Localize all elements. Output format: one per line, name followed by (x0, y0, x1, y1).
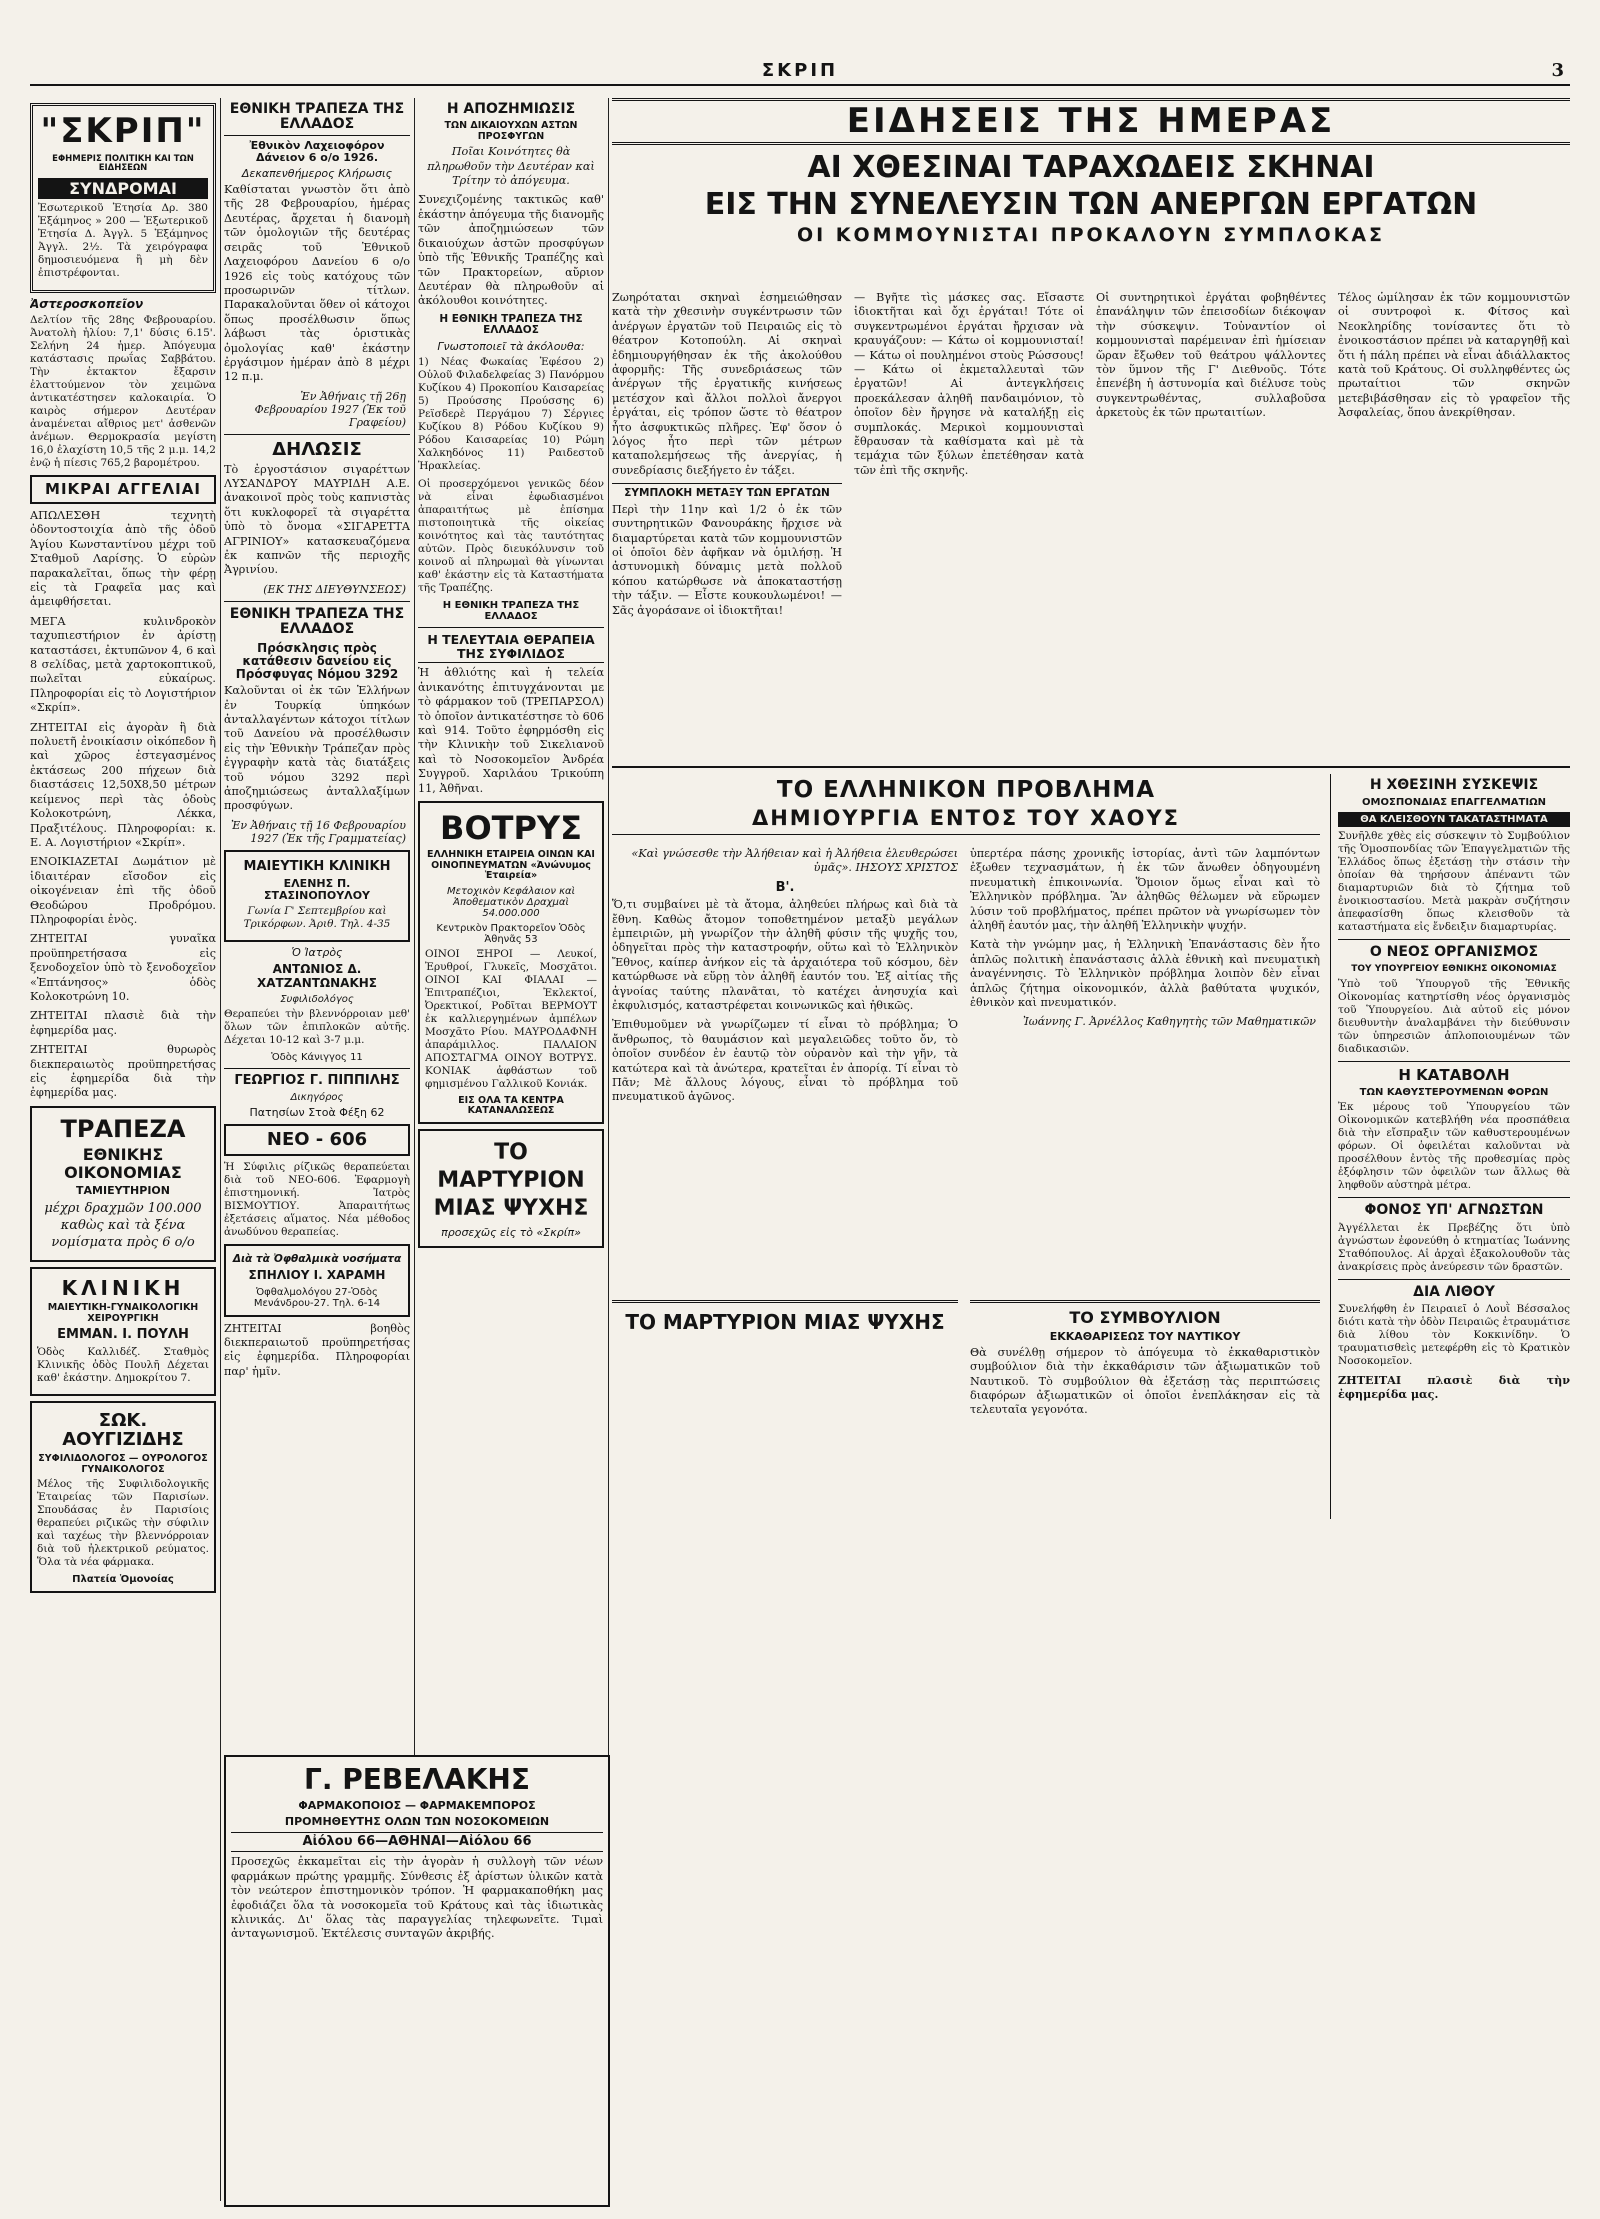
newspaper-logo: "ΣΚΡΙΠ" (40, 111, 206, 151)
loan-signature: Ἐν Ἀθήναις τῇ 26ῃ Φεβρουαρίου 1927 (Ἐκ τοῦ Γραφείου) (254, 389, 406, 429)
classified-ad: ΑΠΩΛΕΣΘΗ τεχνητὴ ὀδοντοστοιχία ἀπὸ τῆς ὁδοῦ Ἁγίου Κωνσταντίνου μέχρι τοῦ Σταθμοῦ Λαρίσης. Ὁ εὑρὼν παρακαλεῖται, ὅπως τὴν φέρῃ εἰς τὰ Γραφεῖα μας καὶ ἀμειφθήσεται. (30, 508, 216, 609)
essay-col-1 (612, 844, 958, 1289)
subscriptions-heading: ΣΥΝΔΡΟΜΑΙ (38, 178, 208, 200)
meeting-subheadline: ΟΜΟΣΠΟΝΔΙΑΣ ΕΠΑΓΓΕΛΜΑΤΙΩΝ (1362, 797, 1546, 809)
serial-promo-bottom (612, 1294, 958, 1409)
meeting-subheadline-2: ΘΑ ΚΛΕΙΣΘΟΥΝ ΤΑΚΑΤΑΣΤΗΜΑΤΑ (1338, 812, 1570, 827)
declaration-text: Τὸ ἐργοστάσιον σιγαρέττων ΛΥΣΑΝΔΡΟΥ ΜΑΥΡΙΔΗ Α.Ε. ἀνακοινοῖ πρὸς τοὺς καπνιστὰς ὅτι κυκλοφορεῖ τὰ σιγαρέττα ὑπὸ τὸ ὄνομα «ΣΙΓΑΡΕΤΤΑ ΑΓΡΙΝΙΟΥ» κατασκευαζόμενα ἐκ καπνῶν τῆς περιοχῆς Ἀγρινίου. (224, 462, 410, 577)
news-section-heading: ΕΙΔΗΣΕΙΣ ΤΗΣ ΗΜΕΡΑΣ (846, 101, 1336, 141)
loan-text: Καθίσταται γνωστὸν ὅτι ἀπὸ τῆς 28 Φεβρουαρίου, ἡμέρας Δευτέρας, ἄρχεται ἡ διανομὴ τῶν ὁμολογιῶν τῆς δευτέρας σειρᾶς τοῦ Ἐθνικοῦ Λαχειοφόρου Δανείου 6 ο/ο 1926 εἰς τοὺς κατόχους τῶν προσωρινῶν τίτλων. Παρακαλοῦνται ὅθεν οἱ κάτοχοι ὅπως προσέλθωσιν ὅπως λάβωσι τὰς ὁριστικὰς ὁμολογίας καθ' ἑκάστην ἐργάσιμον ἡμέραν ἀπὸ 8 μέχρι 12 π.μ. (224, 183, 410, 384)
classified-ad: ΖΗΤΕΙΤΑΙ εἰς ἀγορὰν ἢ διὰ πολυετῆ ἐνοικίασιν οἰκόπεδον ἢ καὶ χῶρος ἐστεγασμένος ἐκτάσεως 200 πήχεων διὰ διαστάσεις 12,50Χ8,50 μέτρων κείμενος περὶ τὰς ὁδοὺς Κολοκοτρώνη, Λέκκα, Πραξιτέλους. Πληροφορίαι: κ. Ε. Α. Λογιστήριον «Σκρίπ». (30, 720, 216, 849)
payment-plan-signature: Η ΕΘΝΙΚΗ ΤΡΑΠΕΖΑ ΤΗΣ ΕΛΛΑΔΟΣ (442, 599, 580, 622)
essay-text: Ἐπιθυμοῦμεν νὰ γνωρίζωμεν τί εἶναι τὸ πρόβλημα; Ὁ ἄνθρωπος, τὸ θαυμάσιον καὶ μεγαλειῶδες τοῦτο ὄν, τὸ ὁποῖον συνδέον ἐν ἑαυτῷ τὸν οὐρανὸν καὶ τὴν γῆν, τὰ κατώτερα καὶ τὰ ἀνώτερα, κρατεῖται ἐν ἀπορίᾳ. Τί εἶναι τὸ Πᾶν; Μὲ ἄλλους λόγους, εἶναι τὸ πρόβλημα τοῦ πνευματικοῦ ἀγῶνος. (612, 1018, 958, 1104)
payment-plan-text: Οἱ προσερχόμενοι γενικῶς δέον νὰ εἶναι ἐφωδιασμένοι ἀπαραιτήτως μὲ ἐπίσημα πιστοποιητικὰ τῆς οἰκείας κοινότητος καὶ τὰς ταυτότητας αὐτῶν. Πρὸς διευκόλυνσιν τοῦ κοινοῦ αἱ πληρωμαὶ θὰ γίνωνται καθ' ἑκάστην εἰς τὰ Καταστήματα τῆς Τραπέζης. (418, 477, 604, 594)
observatory-heading: Ἀστεροσκοπεῖον (30, 297, 144, 312)
loan-title: Ἐθνικὸν Λαχειοφόρον Δάνειον 6 ο/ο 1926. (249, 138, 385, 164)
masthead (30, 60, 1570, 86)
doctor-text: Θεραπεύει τὴν βλεννόρροιαν μεθ' ὅλων τῶν ἐπιπλοκῶν αὐτῆς. Δέχεται 10-12 καὶ 3-7 μ.μ. (224, 1007, 410, 1046)
maternity-clinic-address: Γωνία Γ' Σεπτεμβρίου καὶ Τρικόρφων. Ἀριθ. Τηλ. 4-35 (243, 905, 391, 931)
lead-story-text: Ζωηρόταται σκηναὶ ἐσημειώθησαν κατὰ τὴν χθεσινὴν συγκέντρωσιν τῶν ἀνέργων ἐργατῶν τοῦ Πειραιῶς εἰς τὸ θέατρον Κοτοπούλη. Αἱ σκηναὶ ἐδημιουργήθησαν ἐκ τῆς ἀκολούθου ἀφορμῆς: Τῆς συνεδριάσεως τῶν ἀνέργων τῆς ἐργατικῆς κινήσεως μετέσχον καὶ ἄλλοι πολλοὶ ἄνεργοι ἐργάται, εἰς τρόπον ὥστε τὸ θέατρον ἦτο ἀσφυκτικῶς πλῆρες. Ἐφ' ὅσον ὁ λόγος ἦτο περὶ τῶν μέτρων καταπολεμήσεως τῆς ἀνεργίας, ἡ συνεδρίασις διεξήγετο ἐν τάξει. (612, 291, 842, 477)
essay-text: ὑπερτέρα πάσης χρονικῆς ἱστορίας, ἀντὶ τῶν λαμπόντων ἐξωθεν τεχνασμάτων, ἡ ἐκ τῶν ἄνωθεν ὁδηγουμένη πνευματικὴ ἐπικοινωνία. Ὅμοιον ὅμως εἶναι καὶ τὸ Ἑλληνικὸν πρόβλημα. Ἂν ἀληθῶς θέλωμεν νὰ εὕρωμεν λύσιν τοῦ προβλήματος, πρέπει πρῶτον νὰ γνωρίσωμεν τὸν ἀληθῆ ἑαυτόν μας, τὴν ἀληθῆ Ἑλληνικὴν ψυχήν. (970, 847, 1320, 933)
organization-headline: Ο ΝΕΟΣ ΟΡΓΑΝΙΣΜΟΣ (1369, 944, 1539, 961)
lead-headline-2: ΕΙΣ ΤΗΝ ΣΥΝΕΛΕΥΣΙΝ ΤΩΝ ΑΝΕΡΓΩΝ ΕΡΓΑΤΩΝ (704, 187, 1478, 223)
newspaper-subtitle: ΕΦΗΜΕΡΙΣ ΠΟΛΙΤΙΚΗ ΚΑΙ ΤΩΝ ΕΙΔΗΣΕΩΝ (52, 154, 194, 174)
bank-notice-heading: ΕΘΝΙΚΗ ΤΡΑΠΕΖΑ ΤΗΣ ΕΛΛΑΔΟΣ (229, 605, 405, 638)
botrys-logo: ΒΟΤΡΥΣ (440, 809, 582, 848)
doctor-address: Ὁδὸς Κάνιγγος 11 (271, 1051, 363, 1063)
lead-story-text: Τέλος ὡμίλησαν ἐκ τῶν κομμουνιστῶν οἱ συντροφοὶ κ. Φίτσος καὶ Νεοκληρίδης τονίσαντες ὅτι τὸ ἐνοικοστάσιον πρέπει νὰ καταργηθῇ καὶ ὅτι ἡ πάλη πρέπει νὰ εἶναι ἀδιάλλακτος κατὰ τοῦ Κράτους. Οἱ συλληφθέντες ὡς πρωταίτιοι τῶν σκηνῶν μετεβιβάσθησαν εἰς τὸ γραφεῖον τῆς Ἀσφαλείας, ὅπου ἀνεκρίθησαν. (1338, 291, 1570, 420)
clinic-ad (30, 1267, 216, 1395)
lead-subheadline: ΟΙ ΚΟΜΜΟΥΝΙΣΤΑΙ ΠΡΟΚΑΛΟΥΝ ΣΥΜΠΛΟΚΑΣ (796, 224, 1386, 247)
bank-ad-subtitle: ΤΑΜΙΕΥΤΗΡΙΟΝ (76, 1184, 170, 1198)
news-section (612, 98, 1570, 2201)
lead-story-col-4 (1338, 288, 1570, 758)
lead-story-text: Οἱ συντηρητικοὶ ἐργάται φοβηθέντες ἐπανάληψιν τῶν ἐπεισοδίων διέκοψαν τὴν σύσκεψιν. Τοὐναντίον οἱ κομμουνισταὶ παρέμειναν ἐπὶ ἡμίσειαν ὥραν ἔξωθεν τοῦ θεάτρου ψάλλοντες τὸν ὕμνον τῆς Γ' Διεθνοῦς. Τότε ἐπενέβη ἡ ἀστυνομία καὶ διέλυσε τοὺς συγκεντρωθέντας, συλλαβοῦσα ἀρκετοὺς ἐκ τῶν πρωταιτίων. (1096, 291, 1326, 420)
stone-text: Συνελήφθη ἐν Πειραιεῖ ὁ Λουῒ Βέσσαλος διότι κατὰ τὴν ὁδὸν Πειραιῶς ἐτραυμάτισε διὰ λίθου τὸν Κοκκινίδην. Ὁ τραυματισθεὶς μετεφέρθη εἰς τὸ Κρατικὸν Νοσοκομεῖον. (1338, 1302, 1570, 1367)
bank-notice-heading: ΕΘΝΙΚΗ ΤΡΑΠΕΖΑ ΤΗΣ ΕΛΛΑΔΟΣ (224, 102, 410, 136)
page-number: 3 (1551, 60, 1564, 81)
botrys-subtitle: ΕΛΛΗΝΙΚΗ ΕΤΑΙΡΕΙΑ ΟΙΝΩΝ ΚΑΙ ΟΙΝΟΠΝΕΥΜΑΤΩΝ «Ἀνώνυμος Ἑταιρεία» (427, 849, 595, 882)
doctor-name: ΑΝΤΩΝΙΟΣ Δ. ΧΑΤΖΑΝΤΩΝΑΚΗΣ (256, 962, 377, 990)
classified-ad: ΖΗΤΕΙΤΑΙ θυρωρὸς διεκπεραιωτὸς προϋπηρετήσας εἰς ἐφημερίδα διὰ τὴν ἐφημερίδα μας. (30, 1043, 216, 1100)
declaration-signature: (ΕΚ ΤΗΣ ΔΙΕΥΘΥΝΣΕΩΣ) (263, 582, 406, 596)
classified-ad: ΖΗΤΕΙΤΑΙ πλασιὲ διὰ τὴν ἐφημερίδα μας. (1338, 1372, 1570, 1402)
clinic-ad-text: Ὁδὸς Καλλιδέζ. Σταθμὸς Κλινικῆς ὁδὸς Πουλῆ Δέχεται καθ' ἑκάστην. Δημοκρίτου 7. (37, 1345, 209, 1384)
serial-promo-title: ΤΟ ΜΑΡΤΥΡΙΟΝ ΜΙΑΣ ΨΥΧΗΣ (433, 1140, 589, 1222)
essay-subheadline: ΔΗΜΙΟΥΡΓΙΑ ΕΝΤΟΣ ΤΟΥ ΧΑΟΥΣ (612, 807, 1320, 835)
essay-epigraph: «Καὶ γνώσεσθε τὴν Ἀλήθειαν καὶ ἡ Ἀλήθεια ἐλευθερώσει ὑμᾶς». ΙΗΣΟΥΣ ΧΡΙΣΤΟΣ (631, 847, 958, 875)
column-divider (220, 98, 221, 2201)
invitation-title: Πρόσκλησις πρὸς κατάθεσιν δανείου εἰς Πρόσφυγας Νόμου 3292 (235, 640, 399, 681)
compensation-heading: Η ΑΠΟΖΗΜΙΩΣΙΣ (446, 101, 576, 117)
loan-subtitle: Δεκαπενθήμερος Κλήρωσις (241, 166, 393, 180)
pharmacy-ad (224, 1755, 610, 2207)
classified-ad: ΖΗΤΕΙΤΑΙ πλασιὲ διὰ τὴν ἐφημερίδα μας. (30, 1009, 216, 1037)
stone-headline: ΔΙΑ ΛΙΘΟΥ (1413, 1283, 1495, 1300)
essay-part-label: Β'. (775, 879, 795, 895)
lead-story-col-3 (1096, 288, 1326, 758)
clinic-ad-title: ΚΛΙΝΙΚΗ (61, 1276, 185, 1301)
lead-story-text: — Βγῆτε τὶς μάσκες σας. Εἴσαστε ἰδιοκτῆται καὶ ὄχι ἐργάται! Τότε οἱ συγκεντρωμένοι ἐργάται ἤρχισαν νὰ κραυγάζουν: — Κάτω οἱ κομμουνισταί! — Κάτω οἱ πουλημένοι στοὺς Ρώσσους! — Κάτω οἱ ἐκμεταλλευταὶ τῶν ἐργατῶν! Αἱ ἀντεγκλήσεις προεκάλεσαν ἀληθῆ πανδαιμόνιον, τὸ ὁποῖον δὲν ἤργησε νὰ καταλήξῃ εἰς συμπλοκάς. Μερικοὶ κομμουνισταὶ ἔθραυσαν τὰ καθίσματα καὶ μὲ τὰ τεμάχια τῶν ξύλων ἐπετέθησαν κατὰ τῶν ἐπὶ τῆς σκηνῆς. (854, 291, 1084, 477)
bank-ad-title: ΤΡΑΠΕΖΑ (60, 1114, 186, 1143)
botrys-address: Κεντρικὸν Πρακτορεῖον Ὁδὸς Ἀθηνᾶς 53 (436, 922, 586, 945)
meeting-text: Συνῆλθε χθὲς εἰς σύσκεψιν τὸ Συμβούλιον τῆς Ὁμοσπονδίας τῶν Ἐπαγγελματιῶν τῆς Ἑλλάδος ὅπως ἐξετάσῃ τὴν στάσιν τὴν ὁποίαν θὰ τηρήσουν ἀπέναντι τῶν διαμαρτυριῶν διὰ τὸ ζήτημα τοῦ ἐνοικιοστασίου. Μετὰ μακρὰν συζήτησιν ἀπεφασίσθη ὅπως κλεισθοῦν τὰ καταστήματα εἰς ἔνδειξιν διαμαρτυρίας. (1338, 830, 1570, 934)
bank-ad-text: μέχρι δραχμῶν 100.000 καθὼς καὶ τὰ ξένα νομίσματα πρὸς 6 ο/ο (44, 1201, 202, 1251)
pharmacy-ad-subtitle-2: ΠΡΟΜΗΘΕΥΤΗΣ ΟΛΩΝ ΤΩΝ ΝΟΣΟΚΟΜΕΙΩΝ (284, 1814, 550, 1828)
pharmacy-ad-subtitle: ΦΑΡΜΑΚΟΠΟΙΟΣ — ΦΑΡΜΑΚΕΜΠΟΡΟΣ (298, 1798, 536, 1812)
serial-promo-subtitle: προσεχῶς εἰς τὸ «Σκρίπ» (441, 1226, 581, 1240)
lawyer-title: Δικηγόρος (290, 1092, 344, 1104)
community-list: 1) Νέας Φωκαίας Ἐφέσου 2) Οὐλοῦ Φιλαδελφείας 3) Πανόρμου Κυζίκου 4) Προκοπίου Καισαρείας 5) Προύσσης Προύσσης 6) Ρεϊσδερὲ Περγάμου 7) Σέργιες Κυζίκου 8) Ρόδου Κυζίκου 9) Ρόδου Καισαρείας 10) Ρώμη Χαλκηδόνος 11) Ραιδεστοῦ Ἡρακλείας. (418, 355, 604, 472)
masthead-title: ΣΚΡΙΠ (761, 60, 839, 81)
lawyer-address: Πατησίων Στοὰ Φέξη 62 (249, 1106, 385, 1120)
compensation-subheading: ΤΩΝ ΔΙΚΑΙΟΥΧΩΝ ΑΣΤΩΝ ΠΡΟΣΦΥΓΩΝ (444, 120, 578, 142)
subscriptions-text: Ἐσωτερικοῦ Ἐτησία Δρ. 380 Ἑξάμηνος » 200 — Ἐξωτερικοῦ Ἐτησία Δ. Ἀγγλ. 5 Ἑξάμηνος Ἀγγλ. 2½. Τὰ χειρόγραφα δημοσιευόμενα ἢ μὴ δὲν ἐπιστρέφονται. (38, 202, 208, 280)
serial-promo-bottom-title: ΤΟ ΜΑΡΤΥΡΙΟΝ ΜΙΑΣ ΨΥΧΗΣ (625, 1310, 945, 1334)
organization-subheadline: ΤΟΥ ΥΠΟΥΡΓΕΙΟΥ ΕΘΝΙΚΗΣ ΟΙΚΟΝΟΜΙΑΣ (1351, 963, 1557, 974)
syphilis-therapy-text: Ἡ ἀθλιότης καὶ ἡ τελεία ἀνικανότης ἐπιτυγχάνονται με τὸ φάρμακον τοῦ (ΤΡΕΠΑΡΣΟΛ) τὸ ὁποῖον ἀντικατέστησε τὸ 606 καὶ 914. Τοῦτο ἐφηρμόσθη εἰς τὴν Κλινικὴν τοῦ Σικελιανοῦ καὶ τὸ Νοσοκομεῖον Ἀνδρέα Συγγροῦ. Χαριλάου Τρικούπη 11, Ἀθῆναι. (418, 666, 604, 795)
organization-text: Ὑπὸ τοῦ Ὑπουργοῦ τῆς Ἐθνικῆς Οἰκονομίας κατηρτίσθη νέος ὀργανισμὸς τοῦ Ὑπουργείου. Διὰ αὐτοῦ εἰς μόνον διευθυντὴν ἀναλαμβάνει τὴν διεύθυνσιν τῶν ὑπηρεσιῶν ἀπλοποιουμένων τῶν διαδικασιῶν. (1338, 977, 1570, 1055)
bank-sub-heading-2: Γνωστοποιεῖ τὰ ἀκόλουθα: (437, 339, 585, 353)
invitation-signature: Ἐν Ἀθήναις τῇ 16 Φεβρουαρίου 1927 (Ἐκ τῆς Γραμματείας) (230, 818, 406, 845)
doctor-ad-subtitle: ΣΥΦΙΛΙΔΟΛΟΓΟΣ — ΟΥΡΟΛΟΓΟΣ ΓΥΝΑΙΚΟΛΟΓΟΣ (38, 1453, 208, 1475)
lead-story-col-2 (854, 288, 1084, 758)
classified-ad: ΕΝΟΙΚΙΑΖΕΤΑΙ Δωμάτιον μὲ ἰδιαιτέραν εἴσοδον εἰς οἰκογένειαν ἐπὶ τῆς ὁδοῦ Θεοδώρου Προδρόμου. Πληροφορίαι ἐνὸς. (30, 855, 216, 926)
essay-text: Κατὰ τὴν γνώμην μας, ἡ Ἑλληνικὴ Ἐπανάστασις δὲν ἦτο ἁπλῶς πολιτικὴ ἐπανάστασις ἀλλὰ ἐθνικὴ καὶ πνευματικὴ ἀναγέννησις. Τὸ Ἑλληνικὸν πρόβλημα λοιπὸν δὲν εἶναι ἁπλῶς ζήτημα οἰκονομικόν, ἀλλὰ βαθύτατα ψυχικόν, ἐθνικὸν καὶ πνευματικόν. (970, 938, 1320, 1010)
tax-headline: Η ΚΑΤΑΒΟΛΗ (1398, 1065, 1510, 1084)
maternity-clinic-heading: ΜΑΙΕΥΤΙΚΗ ΚΛΙΝΙΚΗ (243, 858, 391, 874)
observatory-text: Δελτίον τῆς 28ης Φεβρουαρίου. Ἀνατολὴ ἡλίου: 7,1' δύσις 6.15'. Σελήνη 24 ἡμερ. Ἀπόγευμα κατάστασις πρωΐας Σαββάτου. Τὴν ἐκτακτον ἔξαρσιν ἐλαττούμενον τὸν χειμῶνα ἀντικατέστησεν καλοκαιρία. Ὁ καιρὸς σήμερον Δευτέραν ἀναμένεται αἴθριος μετ' ἀσθενῶν ἀνέμων. Θερμοκρασία μεγίστη 16,0 ἐλαχίστη 10,5 τῆς 2 μ.μ. 14,2 ἐνῷ ἡ πίεσις 765,2 βαρομέτρου. (30, 314, 216, 470)
doctor-ad-text: Μέλος τῆς Συφιλιδολογικῆς Ἑταιρείας τῶν Παρισίων. Σπουδάσας ἐν Παρισίοις θεραπεύει ριζικῶς τὴν σύφιλιν καὶ ταχέως τὴν βλεννόρροιαν διὰ τοῦ ἠλεκτρικοῦ ρεύματος. Ὅλα τὰ νέα φάρμακα. (37, 1478, 209, 1569)
side-news-col (1338, 774, 1570, 1519)
neo606-text: Ἡ Σύφιλις ρίζικῶς θεραπεύεται διὰ τοῦ ΝΕΟ-606. Ἐφαρμογὴ ἐπιστημονική. Ἰατρὸς ΒΙΣΜΟΥΤΙΟΥ. Ἀπαραιτήτως ἐξετάσεις αἵματος. Νέα μέθοδος ἀνωδύνου θεραπείας. (224, 1160, 410, 1238)
classified-ad: ΖΗΤΕΙΤΑΙ βοηθὸς διεκπεραιωτοῦ προϋπηρετήσας εἰς ἐφημερίδα. Πληροφορίαι παρ' ἡμῖν. (224, 1321, 410, 1378)
column-divider (1330, 774, 1331, 1519)
lawyer-name: ΓΕΩΡΓΙΟΣ Γ. ΠΙΠΠΙΛΗΣ (234, 1072, 400, 1088)
pharmacy-ad-text: Προσεχῶς ἐκκαμεῖται εἰς τὴν ἀγορὰν ἡ συλλογὴ τῶν νέων φαρμάκων πρώτης γραμμῆς. Σύνθεσις ἐξ ἀρίστων ὑλικῶν κατὰ τὸν νεώτερον ἐπιστημονικὸν τρόπον. Ἡ φαρμακαποθήκη μας ἐφοδιάζει ὅλα τὰ νοσοκομεῖα τοῦ Κράτους καὶ τὰς ἰδιωτικὰς κλινικάς. Δι' ὅλας τὰς παραγγελίας τηλεφωνεῖτε. Τιμαὶ ἀνταγωνισμοῦ. Ἐκτέλεσις συνταγῶν ἀκριβής. (231, 1855, 603, 1941)
murder-headline: ΦΟΝΟΣ ΥΠ' ΑΓΝΩΣΤΩΝ (1364, 1202, 1544, 1219)
navy-council-block (970, 1294, 1320, 1519)
botrys-footer: ΕΙΣ ΟΛΑ ΤΑ ΚΕΝΤΡΑ ΚΑΤΑΝΑΛΩΣΕΩΣ (458, 1094, 564, 1117)
pharmacy-ad-address: Αἰόλου 66—ΑΘΗΝΑΙ—Αἰόλου 66 (231, 1832, 603, 1852)
botrys-capital: Μετοχικὸν Κεφάλαιον καὶ Ἀποθεματικὸν Δραχμαὶ 54.000.000 (446, 885, 576, 919)
navy-council-subheadline: ΕΚΚΑΘΑΡΙΣΕΩΣ ΤΟΥ ΝΑΥΤΙΚΟΥ (1049, 1329, 1241, 1343)
botrys-ad (418, 801, 604, 1124)
pharmacy-ad-name: Γ. ΡΕΒΕΛΑΚΗΣ (304, 1763, 530, 1796)
essay-block (612, 774, 1320, 1289)
classifieds-heading: ΜΙΚΡΑΙ ΑΓΓΕΛΙΑΙ (30, 475, 216, 504)
essay-text: Ὅ,τι συμβαίνει μὲ τὰ ἄτομα, ἀληθεύει πλήρως καὶ διὰ τὰ ἔθνη. Καθὼς ἄτομον τοποθετημένον μεταξὺ μεγάλων ἐμπειριῶν, μὴ γνωρίζον τὴν ἀληθῆ φύσιν τῆς ψυχῆς του, ὁδηγεῖται πρὸς τὴν καταστροφήν, οὕτω καὶ τὸ Ἑλληνικὸν Ἔθνος, καίπερ ἀνήκον εἰς τὰ ἀρχαιότερα τοῦ κόσμου, δὲν κατώρθωσε νὰ εὕρῃ τὸν ἀληθῆ ἑαυτόν του. Ἐξ αἰτίας τῆς ἀγνοίας ταύτης πλανᾶται, τὸ κατέχει ἀνησυχία καὶ ἐκφυλισμός, καταστρέφεται κοινωνικῶς καὶ ἠθικῶς. (612, 898, 958, 1012)
tax-text: Ἐκ μέρους τοῦ Ὑπουργείου τῶν Οἰκονομικῶν κατεβλήθη νέα προσπάθεια διὰ τὴν εἴσπραξιν τῶν καθυστερουμένων φόρων. Οἱ ὀφειλέται καλοῦνται νὰ προσέλθουν ἐντὸς τῆς προθεσμίας πρὸς ἐξόφλησιν τῶν ὀφειλῶν των ἄλλως θὰ ληφθοῦν αὐστηρὰ μέτρα. (1338, 1101, 1570, 1192)
maternity-clinic-ad (224, 850, 410, 942)
eye-doctor-address: Ὀφθαλμολόγου 27-Ὁδὸς Μενάνδρου-27. Τηλ. 6-14 (253, 1286, 381, 1309)
newspaper-logo-box (30, 103, 216, 293)
clash-text: Περὶ τὴν 11ην καὶ 1/2 ὁ ἐκ τῶν συντηρητικῶν Φανουράκης ἤρχισε νὰ διαμαρτύρεται κατὰ τῶν κομμουνιστῶν οἱ ὁποῖοι δὲν ἀφῆκαν νὰ ὁμιλήσῃ. Ἡ ἀστυνομικὴ δύναμις μετὰ πολλοῦ κόπου κατώρθωσε νὰ ἀποκαταστήσῃ τὴν τάξιν. — Εἶστε κουκουλωμένοι! — Σᾶς ἀγοράσανε οἱ ἰδιοκτῆται! (612, 502, 842, 617)
bank-sub-heading: Η ΕΘΝΙΚΗ ΤΡΑΠΕΖΑ ΤΗΣ ΕΛΛΑΔΟΣ (439, 312, 583, 337)
syphilis-therapy-heading: Η ΤΕΛΕΥΤΑΙΑ ΘΕΡΑΠΕΙΑ ΤΗΣ ΣΥΦΙΛΙΔΟΣ (418, 633, 604, 664)
eye-doctor-ad (224, 1244, 410, 1317)
tax-subheadline: ΤΩΝ ΚΑΘΥΣΤΕΡΟΥΜΕΝΩΝ ΦΟΡΩΝ (1359, 1087, 1549, 1099)
compensation-text: Συνεχιζομένης τακτικῶς καθ' ἑκάστην ἀπόγευμα τῆς διανομῆς τῶν ἀποζημιώσεων τῶν δικαιούχων ἀστῶν προσφύγων ὑπὸ τῆς Ἐθνικῆς Τραπέζης καὶ τῶν Πρακτορείων, αὔριον Δευτέραν θὰ πληρωθοῦν αἱ ἀκόλουθοι κοινότητες. (418, 193, 604, 308)
column-1 (30, 98, 216, 2201)
neo606-heading: ΝΕΟ - 606 (224, 1124, 410, 1156)
bank-ad-name: ΕΘΝΙΚΗΣ ΟΙΚΟΝΟΜΙΑΣ (64, 1145, 182, 1182)
declaration-heading: ΔΗΛΩΣΙΣ (272, 438, 362, 460)
bank-ad (30, 1106, 216, 1263)
clinic-ad-subtitle: ΜΑΙΕΥΤΙΚΗ-ΓΥΝΑΙΚΟΛΟΓΙΚΗ ΧΕΙΡΟΥΡΓΙΚΗ (47, 1302, 199, 1324)
lead-headline: ΑΙ ΧΘΕΣΙΝΑΙ ΤΑΡΑΧΩΔΕΙΣ ΣΚΗΝΑΙ (807, 150, 1375, 186)
clinic-ad-doctor: ΕΜΜΑΝ. Ι. ΠΟΥΛΗ (57, 1327, 189, 1343)
doctor-heading: Ὁ Ἰατρὸς (291, 946, 343, 960)
essay-col-2 (970, 844, 1320, 1289)
news-header-bar (612, 98, 1570, 145)
botrys-text: ΟΙΝΟΙ ΞΗΡΟΙ — Λευκοί, Ἐρυθροί, Γλυκεῖς, Μοσχᾶτοι. ΟΙΝΟΙ ΚΑΙ ΦΙΑΛΑΙ — Ἐπιτραπέζιοι, Ἐκλεκτοί, Ὀρεκτικοί, Ροδῖται ΒΕΡΜΟΥΤ ἐκ καλλιεργημένων ἀμπέλων Μοσχᾶτο Ρίου. ΜΑΥΡΟΔΑΦΝΗ ἀπαράμιλλος. ΠΑΛΑΙΟΝ ΑΠΟΣΤΑΓΜΑ ΟΙΝΟΥ ΒΟΤΡΥΣ. ΚΟΝΙΑΚ ἀφθάστων τοῦ φημισμένου Γαλλικοῦ Κονιάκ. (425, 947, 597, 1090)
compensation-lead: Ποῖαι Κοινότητες θὰ πληρωθοῦν τὴν Δευτέραν καὶ Τρίτην τὸ ἀπόγευμα. (427, 145, 595, 188)
maternity-clinic-name: ΕΛΕΝΗΣ Π. ΣΤΑΣΙΝΟΠΟΥΛΟΥ (263, 877, 371, 903)
doctor-ad-address: Πλατεία Ὁμονοίας (72, 1574, 174, 1586)
serial-promo (418, 1129, 604, 1247)
doctor-specialty: Συφιλιδολόγος (280, 993, 354, 1005)
clash-heading: ΣΥΜΠΛΟΚΗ ΜΕΤΑΞΥ ΤΩΝ ΕΡΓΑΤΩΝ (612, 483, 842, 500)
navy-council-headline: ΤΟ ΣΥΜΒΟΥΛΙΟΝ (1069, 1308, 1221, 1327)
navy-council-text: Θὰ συνέλθῃ σήμερον τὸ ἀπόγευμα τὸ ἐκκαθαριστικὸν συμβούλιον διὰ τὴν ἐκκαθάρισιν τῶν ἀξιωματικῶν τοῦ Ναυτικοῦ. Τὸ συμβούλιον θὰ ἐξετάσῃ τὰς περιπτώσεις διαφόρων ἀξιωματικῶν οἱ ὁποῖοι ἐνεπλάκησαν εἰς τὰ τελευταῖα γεγονότα. (970, 1345, 1320, 1417)
classified-ad: ΜΕΓΑ κυλινδροκὸν ταχυπιεστήριον ἐν ἀρίστῃ καταστάσει, ἐκτυπῶνον 4, 6 καὶ 8 σελίδας, μετὰ χαρτοκοπτικοῦ, πωλεῖται εὐκαίρως. Πληροφορίαι εἰς τὸ Λογιστήριον «Σκρίπ». (30, 614, 216, 715)
murder-text: Ἀγγέλλεται ἐκ Πρεβέζης ὅτι ὑπὸ ἀγνώστων ἐφονεύθη ὁ κτηματίας Ἰωάννης Σταθόπουλος. Αἱ ἀρχαὶ ἐξακολουθοῦν τὰς ἀνακρίσεις πρὸς ἀνεύρεσιν τῶν δραστῶν. (1338, 1221, 1570, 1273)
doctor-ad (30, 1401, 216, 1593)
essay-signature: Ἰωάννης Γ. Ἀρνέλλος Καθηγητὴς τῶν Μαθηματικῶν (1023, 1015, 1316, 1029)
eye-doctor-heading: Διὰ τὰ Ὀφθαλμικὰ νοσήματα (232, 1252, 402, 1265)
eye-doctor-name: ΣΠΗΛΙΟΥ Ι. ΧΑΡΑΜΗ (248, 1268, 386, 1283)
classified-ad: ΖΗΤΕΙΤΑΙ γυναῖκα προϋπηρετήσασα εἰς ξενοδοχεῖον ὑπὸ τὸ ξενοδοχεῖον «Ἐπτάνησος» ὁδὸς Κολοκοτρώνη 10. (30, 932, 216, 1003)
doctor-ad-name: ΣΩΚ. ΑΟΥΓΙΖΙΔΗΣ (62, 1409, 184, 1451)
lead-story-col-1 (612, 288, 842, 758)
essay-headline: ΤΟ ΕΛΛΗΝΙΚΟΝ ΠΡΟΒΛΗΜΑ (776, 777, 1156, 803)
meeting-headline: Η ΧΘΕΣΙΝΗ ΣΥΣΚΕΨΙΣ (1369, 777, 1539, 793)
section-divider (612, 766, 1570, 768)
invitation-text: Καλοῦνται οἱ ἐκ τῶν Ἑλλήνων ἐν Τουρκίᾳ ὑπηκόων ἀνταλλαγέντων κάτοχοι τίτλων τοῦ Δανείου νὰ προσέλθωσιν εἰς τὴν Ἐθνικὴν Τράπεζαν πρὸς ἐγγραφὴν κατὰ τὰς διατάξεις τοῦ νόμου 3292 περὶ ἀποζημιώσεως ἀνταλλαξίμων προσφύγων. (224, 684, 410, 813)
